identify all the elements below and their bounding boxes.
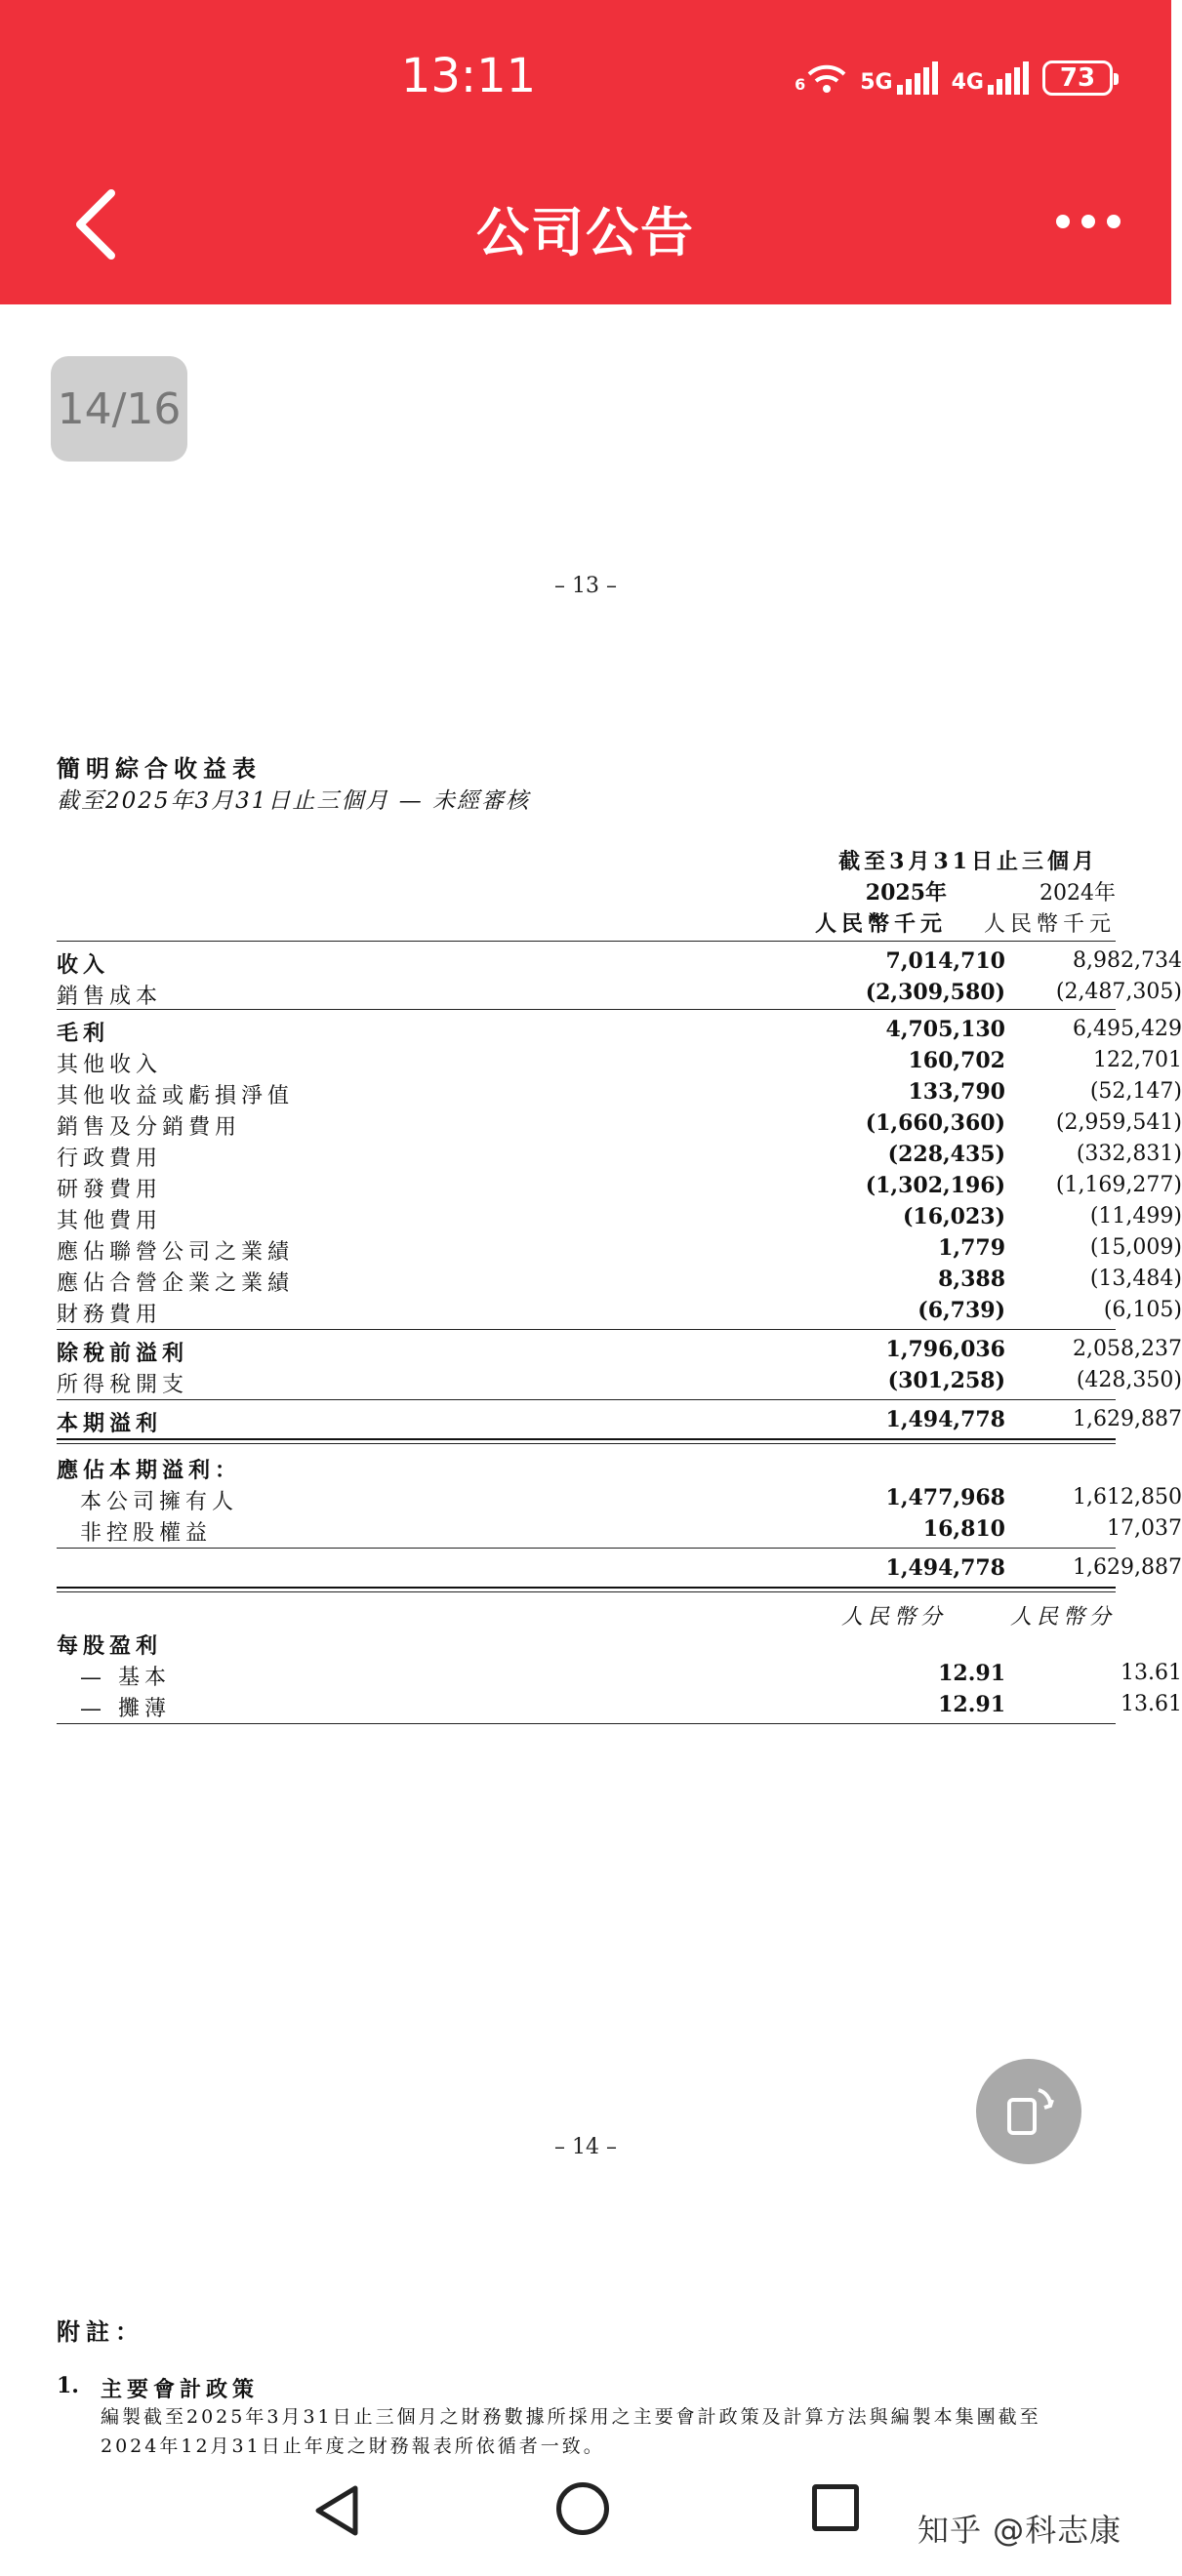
- divider: [57, 1009, 1116, 1010]
- nav-recent-button[interactable]: [812, 2484, 859, 2531]
- table-row: 行政費用 (228,435) (332,831): [57, 1142, 1182, 1171]
- divider: [57, 1329, 1116, 1330]
- table-row: 其他費用 (16,023) (11,499): [57, 1204, 1182, 1233]
- table-row: 銷售成本 (2,309,580) (2,487,305): [57, 980, 1182, 1009]
- table-row: 應佔聯營公司之業績 1,779 (15,009): [57, 1235, 1182, 1265]
- unit-current: 人民幣千元: [814, 911, 947, 937]
- watermark: 知乎 @科志康: [917, 2512, 1122, 2549]
- table-row: 財務費用 (6,739) (6,105): [57, 1298, 1182, 1327]
- triangle-back-icon: [310, 2482, 363, 2539]
- notes-title: 附註：: [57, 2317, 144, 2346]
- dot-icon: [1081, 215, 1095, 228]
- divider: [57, 941, 1116, 942]
- signal-4g-icon: 4G: [952, 61, 1029, 95]
- doc-page-number: – 14 –: [554, 2135, 617, 2159]
- page-title: 公司公告: [476, 202, 695, 263]
- divider: [57, 1399, 1116, 1400]
- divider: [57, 1548, 1116, 1549]
- eps-unit-prior: 人民幣分: [1009, 1605, 1116, 1630]
- divider: [57, 1443, 1116, 1444]
- year-current: 2025年: [865, 880, 947, 906]
- table-row: 本期溢利 1,494,778 1,629,887: [57, 1407, 1182, 1436]
- status-time: 13:11: [400, 49, 537, 103]
- note-number: 1.: [57, 2373, 79, 2398]
- table-row: 應佔本期溢利：: [57, 1458, 242, 1483]
- table-row: 銷售及分銷費用 (1,660,360) (2,959,541): [57, 1110, 1182, 1140]
- note-text: 編製截至2025年3月31日止三個月之財務數據所採用之主要會計政策及計算方法與編製本集團截至 2024年12月31日止年度之財務報表所依循者一致。: [101, 2406, 1041, 2457]
- battery-icon: 73: [1042, 60, 1113, 96]
- period-header: 截至3月31日止三個月: [838, 849, 1098, 874]
- year-prior: 2024年: [1039, 881, 1116, 906]
- note-heading: 主要會計政策: [101, 2377, 260, 2402]
- table-row: 研發費用 (1,302,196) (1,169,277): [57, 1173, 1182, 1202]
- table-row: — 基本 12.91 13.61: [80, 1661, 1182, 1690]
- table-row: — 攤薄 12.91 13.61: [80, 1692, 1182, 1721]
- status-icons: [795, 60, 1113, 96]
- table-row: 毛利 4,705,130 6,495,429: [57, 1017, 1182, 1046]
- table-row: 所得稅開支 (301,258) (428,350): [57, 1368, 1182, 1397]
- more-options-button[interactable]: [1056, 215, 1121, 228]
- eps-title: 每股盈利: [57, 1633, 163, 1659]
- table-row: 收入 7,014,710 8,982,734: [57, 948, 1182, 978]
- table-row: 應佔合營企業之業績 8,388 (13,484): [57, 1267, 1182, 1296]
- dot-icon: [1107, 215, 1121, 228]
- app-header: [0, 0, 1171, 304]
- divider: [57, 1723, 1116, 1724]
- statement-subtitle: 截至2025年3月31日止三個月 — 未經審核: [57, 788, 531, 814]
- divider: [57, 1587, 1116, 1589]
- divider: [57, 1438, 1116, 1440]
- nav-home-button[interactable]: [556, 2482, 609, 2535]
- dot-icon: [1056, 215, 1070, 228]
- doc-page-number: – 13 –: [554, 574, 617, 598]
- wifi-icon: 6: [795, 62, 846, 94]
- signal-5g-icon: 5G: [860, 61, 937, 95]
- table-row: 本公司擁有人 1,477,968 1,612,850: [80, 1485, 1182, 1514]
- table-row: 非控股權益 16,810 17,037: [80, 1516, 1182, 1546]
- eps-unit-current: 人民幣分: [840, 1605, 947, 1630]
- table-row: 除稅前溢利 1,796,036 2,058,237: [57, 1337, 1182, 1366]
- statement-title: 簡明綜合收益表: [57, 754, 262, 783]
- page-indicator: 14/16: [51, 356, 187, 462]
- table-row: 1,494,778 1,629,887: [885, 1555, 1182, 1581]
- nav-back-button[interactable]: [310, 2482, 363, 2543]
- table-row: 其他收入 160,702 122,701: [57, 1048, 1182, 1077]
- divider: [57, 1591, 1116, 1592]
- table-row: 其他收益或虧損淨值 133,790 (52,147): [57, 1079, 1182, 1108]
- unit-prior: 人民幣千元: [983, 912, 1116, 937]
- rotate-icon: [1001, 2084, 1056, 2139]
